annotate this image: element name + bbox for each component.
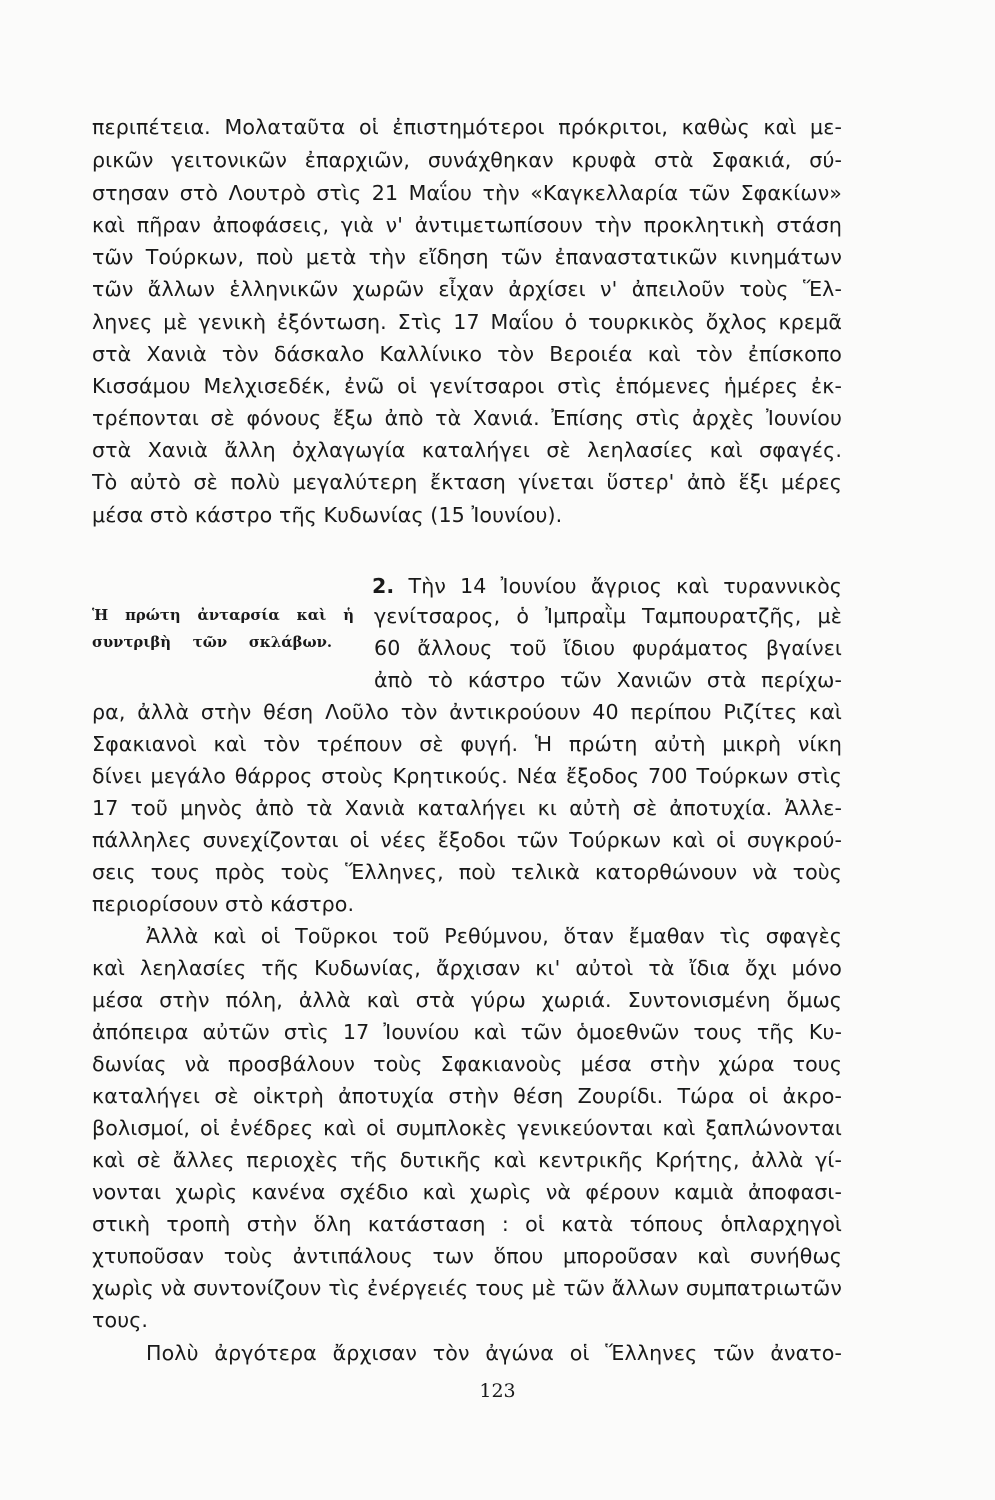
text-line: 17 τοῦ μηνὸς ἀπὸ τὰ Χανιὰ καταλήγει κι αὐτὴ σὲ ἀποτυχία. Ἀλλε- bbox=[92, 796, 842, 820]
margin-note-line: Ἡ πρώτη ἀνταρσία καὶ ἡ bbox=[92, 607, 354, 624]
text-line: ρικῶν γειτονικῶν ἐπαρχιῶν, συνάχθηκαν κρυφὰ στὰ Σφακιά, σύ- bbox=[92, 148, 842, 172]
text-line: καὶ λεηλασίες τῆς Κυδωνίας, ἄρχισαν κι' αὐτοὶ τὰ ἴδια ὄχι μόνο bbox=[92, 956, 842, 980]
section-number: 2. bbox=[372, 574, 395, 598]
text-line: νονται χωρὶς κανένα σχέδιο καὶ χωρὶς νὰ φέρουν καμιὰ ἀποφασι- bbox=[92, 1180, 842, 1204]
text-line: πάλληλες συνεχίζονται οἱ νέες ἔξοδοι τῶν Τούρκων καὶ οἱ συγκρού- bbox=[92, 828, 842, 852]
text-line: μέσα στὴν πόλη, ἀλλὰ καὶ στὰ γύρω χωριά. Συντονισμένη ὅμως bbox=[92, 988, 842, 1012]
text-line: περιπέτεια. Μολαταῦτα οἱ ἐπιστημότεροι πρόκριτοι, καθὼς καὶ με- bbox=[92, 115, 842, 139]
text-line: ρα, ἀλλὰ στὴν θέση Λοῦλο τὸν ἀντικρούουν 40 περίπου Ριζίτες καὶ bbox=[92, 700, 842, 724]
text-line: Κισσάμου Μελχισεδέκ, ἐνῶ οἱ γενίτσαροι στὶς ἑπόμενες ἡμέρες ἐκ- bbox=[92, 374, 842, 398]
text-line: 60 ἄλλους τοῦ ἴδιου φυράματος βγαίνει bbox=[374, 636, 842, 660]
text-line: χωρὶς νὰ συντονίζουν τὶς ἐνέργειές τους μὲ τῶν ἄλλων συμπατριωτῶν bbox=[92, 1276, 842, 1300]
text-line: δίνει μεγάλο θάρρος στοὺς Κρητικούς. Νέα ἔξοδος 700 Τούρκων στὶς bbox=[92, 764, 842, 788]
text-line: στὰ Χανιὰ τὸν δάσκαλο Καλλίνικο τὸν Βεροιέα καὶ τὸν ἐπίσκοπο bbox=[92, 342, 842, 366]
text-line: τους. bbox=[92, 1308, 149, 1332]
text-line: ληνες μὲ γενικὴ ἐξόντωση. Στὶς 17 Μαΐου ὁ τουρκικὸς ὄχλος κρεμᾶ bbox=[92, 310, 842, 334]
text-line: καταλήγει σὲ οἰκτρὴ ἀποτυχία στὴν θέση Ζουρίδι. Τώρα οἱ ἀκρο- bbox=[92, 1084, 842, 1108]
margin-note-line: συντριβὴ τῶν σκλάβων. bbox=[92, 634, 332, 651]
text-line: ἀπόπειρα αὐτῶν στὶς 17 Ἰουνίου καὶ τῶν ὁμοεθνῶν τους τῆς Κυ- bbox=[92, 1020, 842, 1044]
text-line: Τὸ αὐτὸ σὲ πολὺ μεγαλύτερη ἔκταση γίνεται ὕστερ' ἀπὸ ἕξι μέρες bbox=[92, 470, 842, 494]
text-line: μέσα στὸ κάστρο τῆς Κυδωνίας (15 Ἰουνίου). bbox=[92, 503, 563, 527]
text-line: περιορίσουν στὸ κάστρο. bbox=[92, 892, 355, 916]
text-line: δωνίας νὰ προσβάλουν τοὺς Σφακιανοὺς μέσα στὴν χώρα τους bbox=[92, 1052, 842, 1076]
text-line: καὶ σὲ ἄλλες περιοχὲς τῆς δυτικῆς καὶ κεντρικῆς Κρήτης, ἀλλὰ γί- bbox=[92, 1148, 842, 1172]
text-line: τῶν Τούρκων, ποὺ μετὰ τὴν εἴδηση τῶν ἐπαναστατικῶν κινημάτων bbox=[92, 245, 842, 269]
text-line: στὰ Χανιὰ ἄλλη ὀχλαγωγία καταλήγει σὲ λεηλασίες καὶ σφαγές. bbox=[92, 438, 842, 462]
text-line: σεις τους πρὸς τοὺς Ἕλληνες, ποὺ τελικὰ κατορθώνουν νὰ τοὺς bbox=[92, 860, 842, 884]
text-line: τρέπονται σὲ φόνους ἔξω ἀπὸ τὰ Χανιά. Ἐπίσης στὶς ἀρχὲς Ἰουνίου bbox=[92, 406, 842, 430]
text-line: τῶν ἄλλων ἑλληνικῶν χωρῶν εἶχαν ἀρχίσει ν' ἀπειλοῦν τοὺς Ἕλ- bbox=[92, 277, 842, 301]
text-line: χτυποῦσαν τοὺς ἀντιπάλους των ὅπου μποροῦσαν καὶ συνήθως bbox=[92, 1244, 842, 1268]
text-line: καὶ πῆραν ἀποφάσεις, γιὰ ν' ἀντιμετωπίσουν τὴν προκλητικὴ στάση bbox=[92, 213, 842, 237]
text-line: γενίτσαρος, ὁ Ἰμπραῒμ Ταμπουρατζῆς, μὲ bbox=[374, 604, 842, 628]
text-line: Πολὺ ἀργότερα ἄρχισαν τὸν ἀγώνα οἱ Ἕλληνες τῶν ἀνατο- bbox=[146, 1341, 842, 1365]
text-line-content: Τὴν 14 Ἰουνίου ἄγριος καὶ τυραννικὸς bbox=[408, 574, 842, 598]
text-line: στικὴ τροπὴ στὴν ὅλη κατάσταση : οἱ κατὰ τόπους ὁπλαρχηγοὶ bbox=[92, 1212, 842, 1236]
page-number: 123 bbox=[479, 1380, 516, 1402]
text-line: Σφακιανοὶ καὶ τὸν τρέπουν σὲ φυγή. Ἡ πρώτη αὐτὴ μικρὴ νίκη bbox=[92, 732, 842, 756]
text-line bbox=[372, 573, 842, 599]
text-line: στησαν στὸ Λουτρὸ στὶς 21 Μαΐου τὴν «Καγκελλαρία τῶν Σφακίων» bbox=[92, 181, 842, 205]
text-line: Ἀλλὰ καὶ οἱ Τοῦρκοι τοῦ Ρεθύμνου, ὅταν ἔμαθαν τὶς σφαγὲς bbox=[146, 924, 842, 948]
text-line: ἀπὸ τὸ κάστρο τῶν Χανιῶν στὰ περίχω- bbox=[374, 668, 842, 692]
text-line: βολισμοί, οἱ ἐνέδρες καὶ οἱ συμπλοκὲς γενικεύονται καὶ ξαπλώνονται bbox=[92, 1116, 842, 1140]
